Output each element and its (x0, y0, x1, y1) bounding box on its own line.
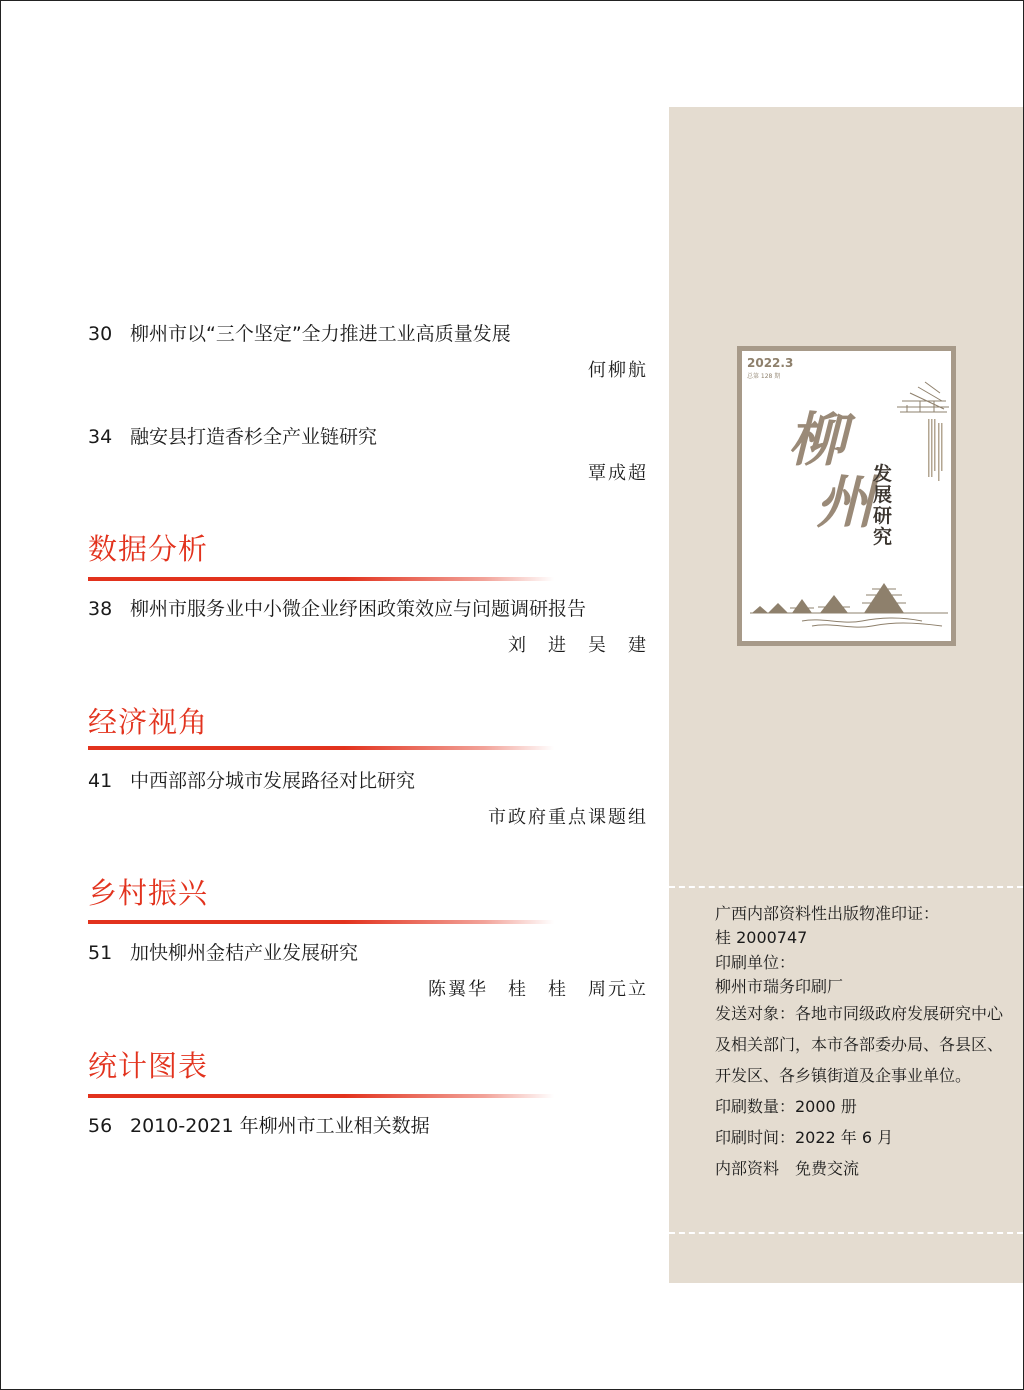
toc-entry[interactable] (88, 769, 648, 829)
toc-entry[interactable] (88, 1114, 648, 1138)
section-title-data-analysis: 数据分析 (88, 532, 209, 566)
toc-entry-author: 陈翼华 桂 桂 周元立 (428, 979, 648, 1000)
toc-page-number: 56 (88, 1115, 113, 1137)
toc-entry-line (88, 597, 648, 621)
side-panel (669, 107, 1023, 1283)
dashed-divider (669, 886, 1023, 888)
printer-label: 印刷单位： (715, 953, 796, 972)
toc-entry-author: 何柳航 (588, 360, 648, 381)
print-time: 印刷时间：2022 年 6 月 (715, 1128, 894, 1147)
cover-magazine-name: 发展研究 (873, 463, 893, 548)
publication-info (715, 904, 1005, 1179)
toc-entry-title: 2010-2021 年柳州市工业相关数据 (130, 1115, 430, 1137)
printer-name: 柳州市瑞务印刷厂 (715, 977, 844, 996)
toc-entry[interactable] (88, 322, 648, 382)
toc-entry-title: 柳州市服务业中小微企业纾困政策效应与问题调研报告 (130, 598, 587, 620)
toc-entry-title: 柳州市以“三个坚定”全力推进工业高质量发展 (130, 323, 511, 345)
section-rule (88, 746, 554, 750)
toc-entry-line (88, 322, 648, 346)
cover-calligraphy-char: 州 (816, 468, 875, 536)
toc-page-number: 51 (88, 942, 113, 964)
toc-entry-author: 覃成超 (588, 463, 648, 484)
toc-entry[interactable] (88, 597, 648, 657)
section-rule (88, 577, 554, 581)
cover-calligraphy-char: 柳 (788, 406, 847, 474)
toc-entry-line (88, 1114, 648, 1138)
toc-entry[interactable] (88, 425, 648, 485)
toc-entry[interactable] (88, 941, 648, 1001)
permit-label: 广西内部资料性出版物准印证： (715, 904, 940, 923)
toc-entry-author: 市政府重点课题组 (488, 807, 648, 828)
toc-entry-title: 中西部部分城市发展路径对比研究 (130, 770, 416, 792)
printer-block (715, 953, 1005, 997)
section-title-economic-perspective: 经济视角 (88, 705, 209, 739)
cover-issue-number: 2022.3 (747, 356, 794, 370)
toc-entry-author: 刘 进 吴 建 (508, 635, 648, 656)
cover-total-issue: 总第 128 期 (747, 373, 781, 380)
toc-page-number: 38 (88, 598, 113, 620)
section-rule (88, 920, 554, 924)
toc-page-number: 41 (88, 770, 113, 792)
toc-entry-title: 加快柳州金桔产业发展研究 (130, 942, 359, 964)
permit-block (715, 904, 1005, 948)
toc-page-number: 34 (88, 426, 113, 448)
permit-number: 桂 2000747 (715, 928, 808, 947)
toc-entry-line (88, 941, 648, 965)
section-rule (88, 1094, 554, 1098)
print-quantity: 印刷数量：2000 册 (715, 1097, 857, 1116)
internal-note: 内部资料 免费交流 (715, 1159, 860, 1178)
section-title-rural-revitalization: 乡村振兴 (88, 876, 209, 910)
toc-entry-title: 融安县打造香杉全产业链研究 (130, 426, 378, 448)
section-title-statistics-charts: 统计图表 (88, 1049, 209, 1083)
dashed-divider (669, 1232, 1023, 1234)
distribution-targets: 发送对象：各地市同级政府发展研究中心及相关部门，本市各部委办局、各县区、开发区、各乡镇街道及企事业单位。 (715, 1004, 1004, 1085)
toc-entry-line (88, 769, 648, 793)
toc-page-number: 30 (88, 323, 113, 345)
cover-thumbnail[interactable] (737, 346, 956, 646)
toc-entry-line (88, 425, 648, 449)
cover-calligraphy-title (788, 406, 875, 536)
